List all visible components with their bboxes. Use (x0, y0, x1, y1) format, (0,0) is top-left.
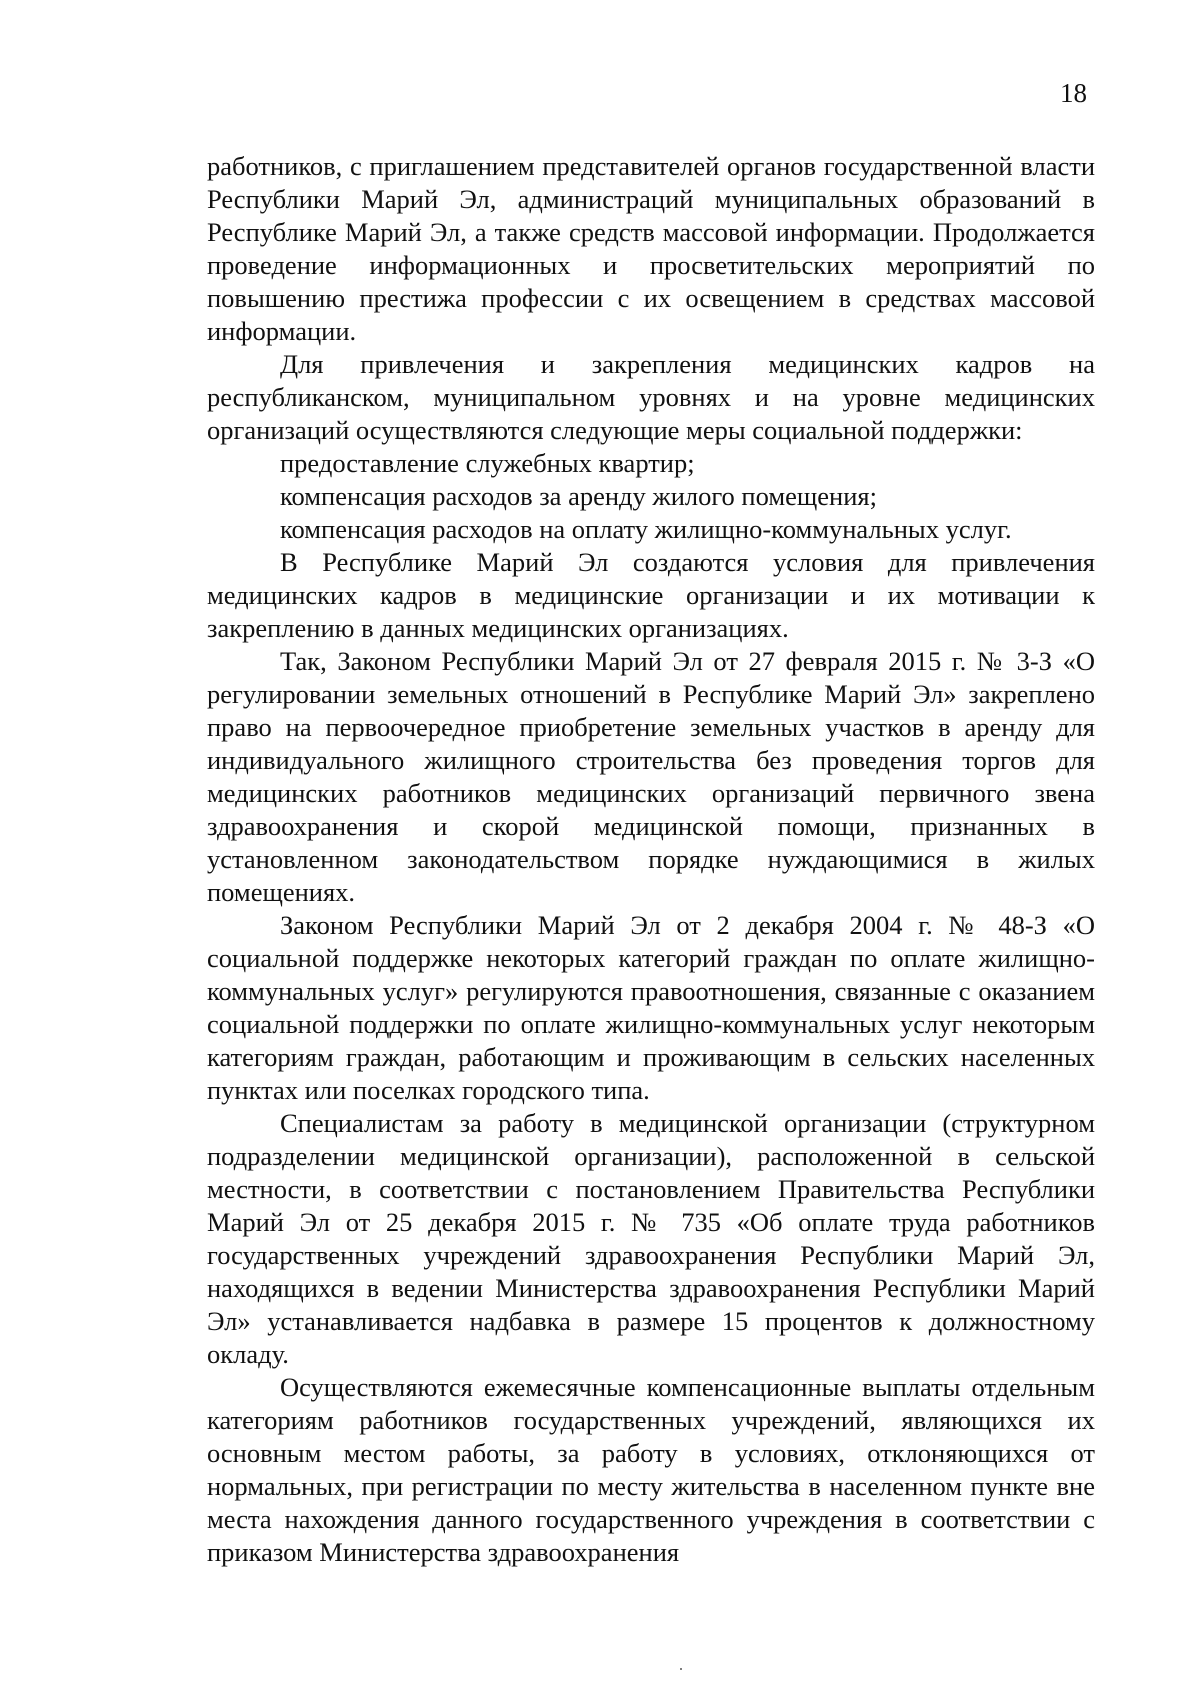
paragraph: Так, Законом Республики Марий Эл от 27 февраля 2015 г. № 3-З «О регулировании земельных отношений в Республике Марий Эл» закреплено право на первоочередное приобретение земельных участков в аренду для индивидуального жилищного строительства без проведения торгов для медицинских работников медицинских организаций первичного звена здравоохранения и скорой медицинской помощи, признанных в установленном законодательством порядке нуждающимися в жилых помещениях. (207, 646, 1095, 907)
paragraph: Специалистам за работу в медицинской организации (структурном подразделении медицинской организации), расположенной в сельской местности, в соответствии с постановлением Правительства Республики Марий Эл от 25 декабря 2015 г. № 735 «Об оплате труда работников государственных учреждений здравоохранения Республики Марий Эл, находящихся в ведении Министерства здравоохранения Республики Марий Эл» устанавливается надбавка в размере 15 процентов к должностному окладу. (207, 1108, 1095, 1369)
scan-speck (680, 1668, 682, 1670)
list-item: предоставление служебных квартир; (280, 448, 695, 478)
paragraph: В Республике Марий Эл создаются условия для привлечения медицинских кадров в медицинские организации и их мотивации к закреплению в данных медицинских организациях. (207, 547, 1095, 643)
paragraph: работников, с приглашением представителей органов государственной власти Республики Марий Эл, администраций муниципальных образований в Республике Марий Эл, а также средств массовой информации. Продолжается проведение информационных и просветительских мероприятий по повышению престижа профессии с их освещением в средствах массовой информации. (207, 151, 1095, 346)
paragraph: Законом Республики Марий Эл от 2 декабря 2004 г. № 48-З «О социальной поддержке некоторых категорий граждан по оплате жилищно-коммунальных услуг» регулируются правоотношения, связанные с оказанием социальной поддержки по оплате жилищно-коммунальных услуг некоторым категориям граждан, работающим и проживающим в сельских населенных пунктах или поселках городского типа. (207, 910, 1095, 1105)
page-number: 18 (1060, 78, 1087, 108)
document-body (207, 150, 1095, 1569)
list-item: компенсация расходов за аренду жилого помещения; (280, 481, 877, 511)
list-item: компенсация расходов на оплату жилищно-коммунальных услуг. (280, 514, 1012, 544)
paragraph: Для привлечения и закрепления медицинских кадров на республиканском, муниципальном уровнях и на уровне медицинских организаций осуществляются следующие меры социальной поддержки: (207, 349, 1095, 445)
paragraph: Осуществляются ежемесячные компенсационные выплаты отдельным категориям работников государственных учреждений, являющихся их основным местом работы, за работу в условиях, отклоняющихся от нормальных, при регистрации по месту жительства в населенном пункте вне места нахождения данного государственного учреждения в соответствии с приказом Министерства здравоохранения (207, 1372, 1095, 1567)
